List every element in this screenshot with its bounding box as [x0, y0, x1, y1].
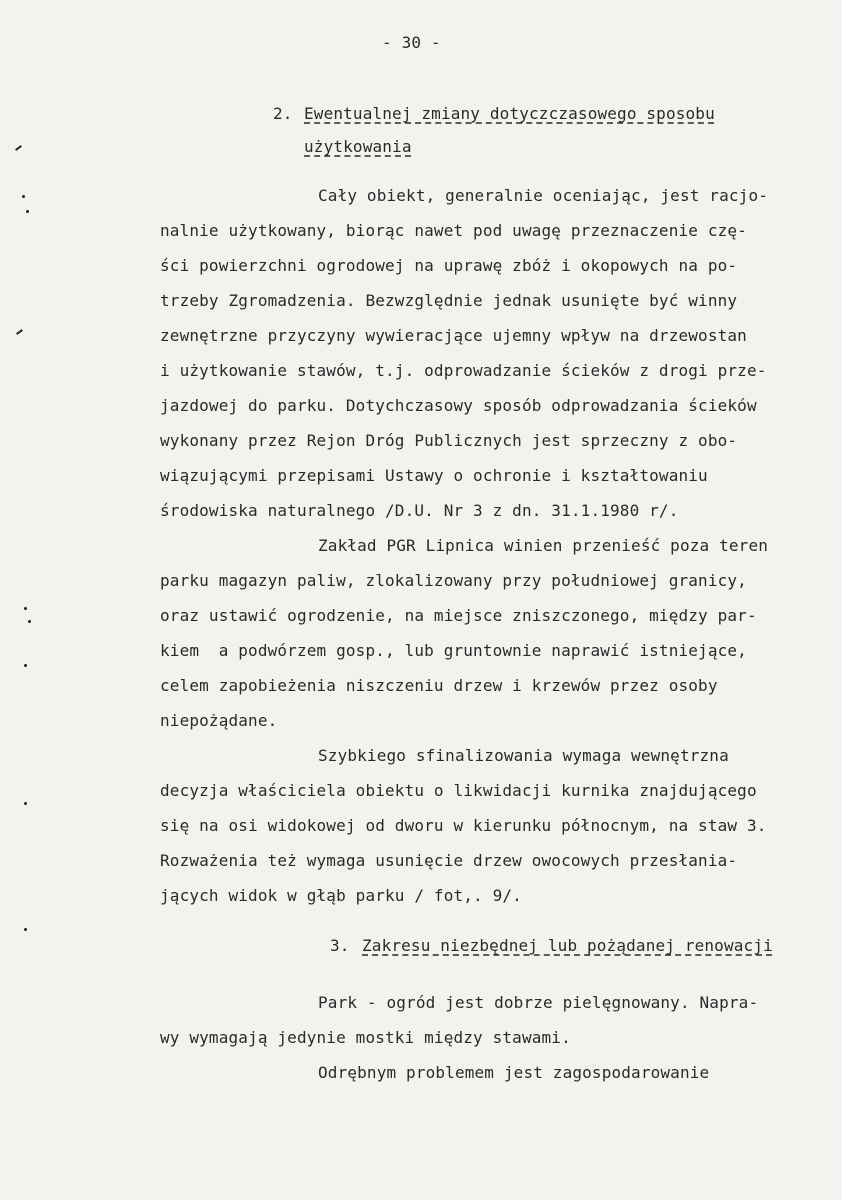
paragraph-1-line: jazdowej do parku. Dotychczasowy sposób odprowadzania ścieków [160, 396, 757, 415]
paragraph-3-line: Szybkiego sfinalizowania wymaga wewnętrzna [318, 746, 729, 765]
section-2-title-line-2: użytkowania [304, 137, 412, 156]
paragraph-1-line: wykonany przez Rejon Dróg Publicznych jest sprzeczny z obo- [160, 431, 738, 450]
paragraph-1-line: wiązującymi przepisami Ustawy o ochronie i kształtowaniu [160, 466, 708, 485]
paragraph-2-line: celem zapobieżenia niszczeniu drzew i krzewów przez osoby [160, 676, 718, 695]
paragraph-3-line: jących widok w głąb parku / fot,. 9/. [160, 886, 522, 905]
section-2-title-line-1: Ewentualnej zmiany dotyczczasowego sposobu [304, 104, 715, 123]
paragraph-1-line: i użytkowanie stawów, t.j. odprowadzanie ścieków z drogi prze- [160, 361, 767, 380]
paragraph-2-line: oraz ustawić ogrodzenie, na miejsce zniszczonego, między par- [160, 606, 757, 625]
paragraph-1-line: trzeby Zgromadzenia. Bezwzględnie jednak usunięte być winny [160, 291, 738, 310]
page-number: - 30 - [382, 33, 441, 52]
paragraph-2-line: parku magazyn paliw, zlokalizowany przy południowej granicy, [160, 571, 747, 590]
paragraph-4-line: Park - ogród jest dobrze pielęgnowany. Napra- [318, 993, 759, 1012]
paragraph-4-line: wy wymagają jedynie mostki między stawami. [160, 1028, 571, 1047]
paragraph-5-line: Odrębnym problemem jest zagospodarowanie [318, 1063, 710, 1082]
paragraph-3-line: decyzja właściciela obiektu o likwidacji kurnika znajdującego [160, 781, 757, 800]
section-3-number: 3. [330, 936, 350, 955]
paragraph-1-line: Cały obiekt, generalnie oceniając, jest racjo- [318, 186, 769, 205]
paragraph-1-line: środowiska naturalnego /D.U. Nr 3 z dn. 31.1.1980 r/. [160, 501, 679, 520]
margin-mark [22, 195, 25, 198]
paragraph-1-line: zewnętrzne przyczyny wywieracjące ujemny wpływ na drzewostan [160, 326, 747, 345]
paragraph-2-line: kiem a podwórzem gosp., lub gruntownie naprawić istniejące, [160, 641, 747, 660]
section-2-number: 2. [273, 104, 293, 123]
paragraph-3-line: Rozważenia też wymaga usunięcie drzew owocowych przesłania- [160, 851, 738, 870]
margin-mark [24, 664, 27, 667]
margin-mark [24, 607, 27, 610]
paragraph-2-line: niepożądane. [160, 711, 278, 730]
margin-mark [16, 329, 23, 335]
paragraph-2-line: Zakład PGR Lipnica winien przenieść poza teren [318, 536, 769, 555]
paragraph-1-line: nalnie użytkowany, biorąc nawet pod uwagę przeznaczenie czę- [160, 221, 747, 240]
paragraph-1-line: ści powierzchni ogrodowej na uprawę zbóż i okopowych na po- [160, 256, 738, 275]
margin-mark [24, 928, 27, 931]
margin-mark [15, 145, 22, 151]
section-3-title: Zakresu niezbędnej lub pożądanej renowacji [362, 936, 773, 955]
margin-mark [26, 210, 29, 213]
margin-mark [28, 620, 31, 623]
margin-mark [24, 802, 27, 805]
paragraph-3-line: się na osi widokowej od dworu w kierunku północnym, na staw 3. [160, 816, 767, 835]
